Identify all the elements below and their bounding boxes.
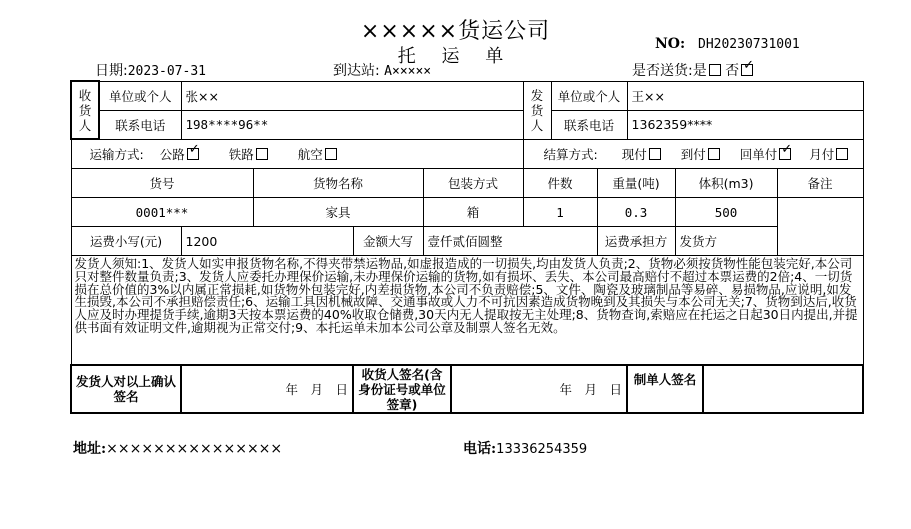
delivery-no-checkbox[interactable] [741,64,753,76]
sender-unit-value[interactable]: 王×× [627,81,863,110]
delivery-yes-label: 是 [692,63,707,79]
settlement-cod-label: 到付 [680,146,706,162]
delivery-yes-checkbox[interactable] [709,64,721,76]
fee-big-value[interactable]: 壹仟贰佰圆整 [423,227,597,256]
transport-road-label: 公路 [159,147,185,162]
delivery-field [632,60,753,80]
goods-header-remark: 备注 [777,169,863,198]
company-title: ×××××货运公司 [360,19,551,44]
sender-side-label: 发货人 [523,81,551,139]
receiver-unit-label: 单位或个人 [99,81,181,110]
settlement-row [523,139,863,169]
settlement-monthly-label: 月付 [809,146,835,162]
goods-no[interactable]: 0001*** [71,198,253,227]
goods-header-weight: 重量(吨) [597,169,675,198]
goods-package[interactable]: 箱 [423,198,523,227]
arrival-value: A××××× [384,64,432,79]
fee-payer-label: 运费承担方 [597,227,675,256]
settlement-monthly-checkbox[interactable] [836,148,848,160]
delivery-label: 是否送货: [632,63,693,79]
goods-weight[interactable]: 0.3 [597,198,675,227]
sender-phone-value[interactable]: 1362359**** [627,110,863,139]
goods-count[interactable]: 1 [523,198,597,227]
order-number: DH20230731001 [698,37,800,52]
fee-payer-value[interactable]: 发货方 [675,227,777,256]
transport-rail-label: 铁路 [228,147,254,162]
settlement-receipt-label: 回单付 [739,146,778,162]
order-number-label: NO: [655,36,686,52]
phone-value: 13336254359 [496,442,588,457]
transport-label: 运输方式: [89,147,144,162]
transport-row [71,139,523,169]
footer-address [73,438,282,458]
settlement-label: 结算方式: [543,146,598,162]
fee-small-value[interactable]: 1200 [181,227,353,256]
transport-rail-checkbox[interactable] [256,148,268,160]
settlement-cod-checkbox[interactable] [708,148,720,160]
transport-air-label: 航空 [297,147,323,162]
date-label: 日期: [95,63,128,79]
maker-sign-label: 制单人签名 [627,365,703,413]
address-label: 地址: [73,441,107,457]
receiver-side-label: 收货人 [71,81,99,139]
receiver-phone-label: 联系电话 [99,110,181,139]
footer-phone [463,438,587,458]
receiver-sign-date[interactable]: 年 月 日 [451,365,627,413]
delivery-no-label: 否 [725,63,740,79]
goods-header-no: 货号 [71,169,253,198]
arrival-label: 到达站: [333,63,380,79]
receiver-sign-label: 收货人签名(含身份证号或单位签章) [353,365,451,413]
receiver-unit-value[interactable]: 张×× [181,81,523,110]
fee-small-label: 运费小写(元) [71,227,181,256]
transport-road-checkbox[interactable] [187,148,199,160]
goods-remark[interactable] [777,198,863,256]
sender-unit-label: 单位或个人 [551,81,627,110]
goods-header-volume: 体积(m3) [675,169,777,198]
goods-header-name: 货物名称 [253,169,423,198]
fee-big-label: 金额大写 [353,227,423,256]
settlement-receipt-checkbox[interactable] [779,148,791,160]
sender-phone-label: 联系电话 [551,110,627,139]
settlement-cash-checkbox[interactable] [649,148,661,160]
sender-confirm-label: 发货人对以上确认签名 [71,365,181,413]
maker-sign-field[interactable] [703,365,863,413]
waybill-table [70,80,864,414]
address-value: ××××××××××××××× [106,441,283,457]
transport-air-checkbox[interactable] [325,148,337,160]
goods-volume[interactable]: 500 [675,198,777,227]
date-field [95,60,206,80]
arrival-field [333,60,431,80]
date-value: 2023-07-31 [127,64,206,79]
goods-header-count: 件数 [523,169,597,198]
settlement-cash-label: 现付 [621,146,647,162]
phone-label: 电话: [463,441,497,457]
form-subtitle: 托 运 单 [397,46,514,67]
goods-header-package: 包装方式 [423,169,523,198]
goods-name[interactable]: 家具 [253,198,423,227]
shipper-notice: 发货人须知:1、发货人如实申报货物名称,不得夹带禁运物品,如虚报造成的一切损失,均由发货人负责;2、货物必须按货物性能包装完好,本公司只对整件数量负责;3、发货人应委托办理保价运输,未办理保价运输的货物,如有损坏、丢失、本公司最高赔付不超过本票运费的2倍;4、一切货损在总价值的3%以内属正常损耗,如货物外包装完好,内差损货物,本公司不负责赔偿;5、文件、陶瓷及玻璃制品等易碎、易损物品,应说明,如发生损毁,本公司不承担赔偿责任;6、运输工具因机械故障、交通事故或人力不可抗因素造成货物晚到及其损失与本公司无关;7、货物到达后,收货人应及时办理提货手续,逾期3天按本票运费的40%收取仓储费,30天内无人提取按无主处理;8、货物查询,索赔应在托运之日起30日内提出,并提供书面有效证明文件,逾期视为正常交付;9、本托运单未加本公司公章及制票人签名无效。 [71,256,863,366]
sender-confirm-date[interactable]: 年 月 日 [181,365,353,413]
receiver-phone-value[interactable]: 198****96** [181,110,523,139]
